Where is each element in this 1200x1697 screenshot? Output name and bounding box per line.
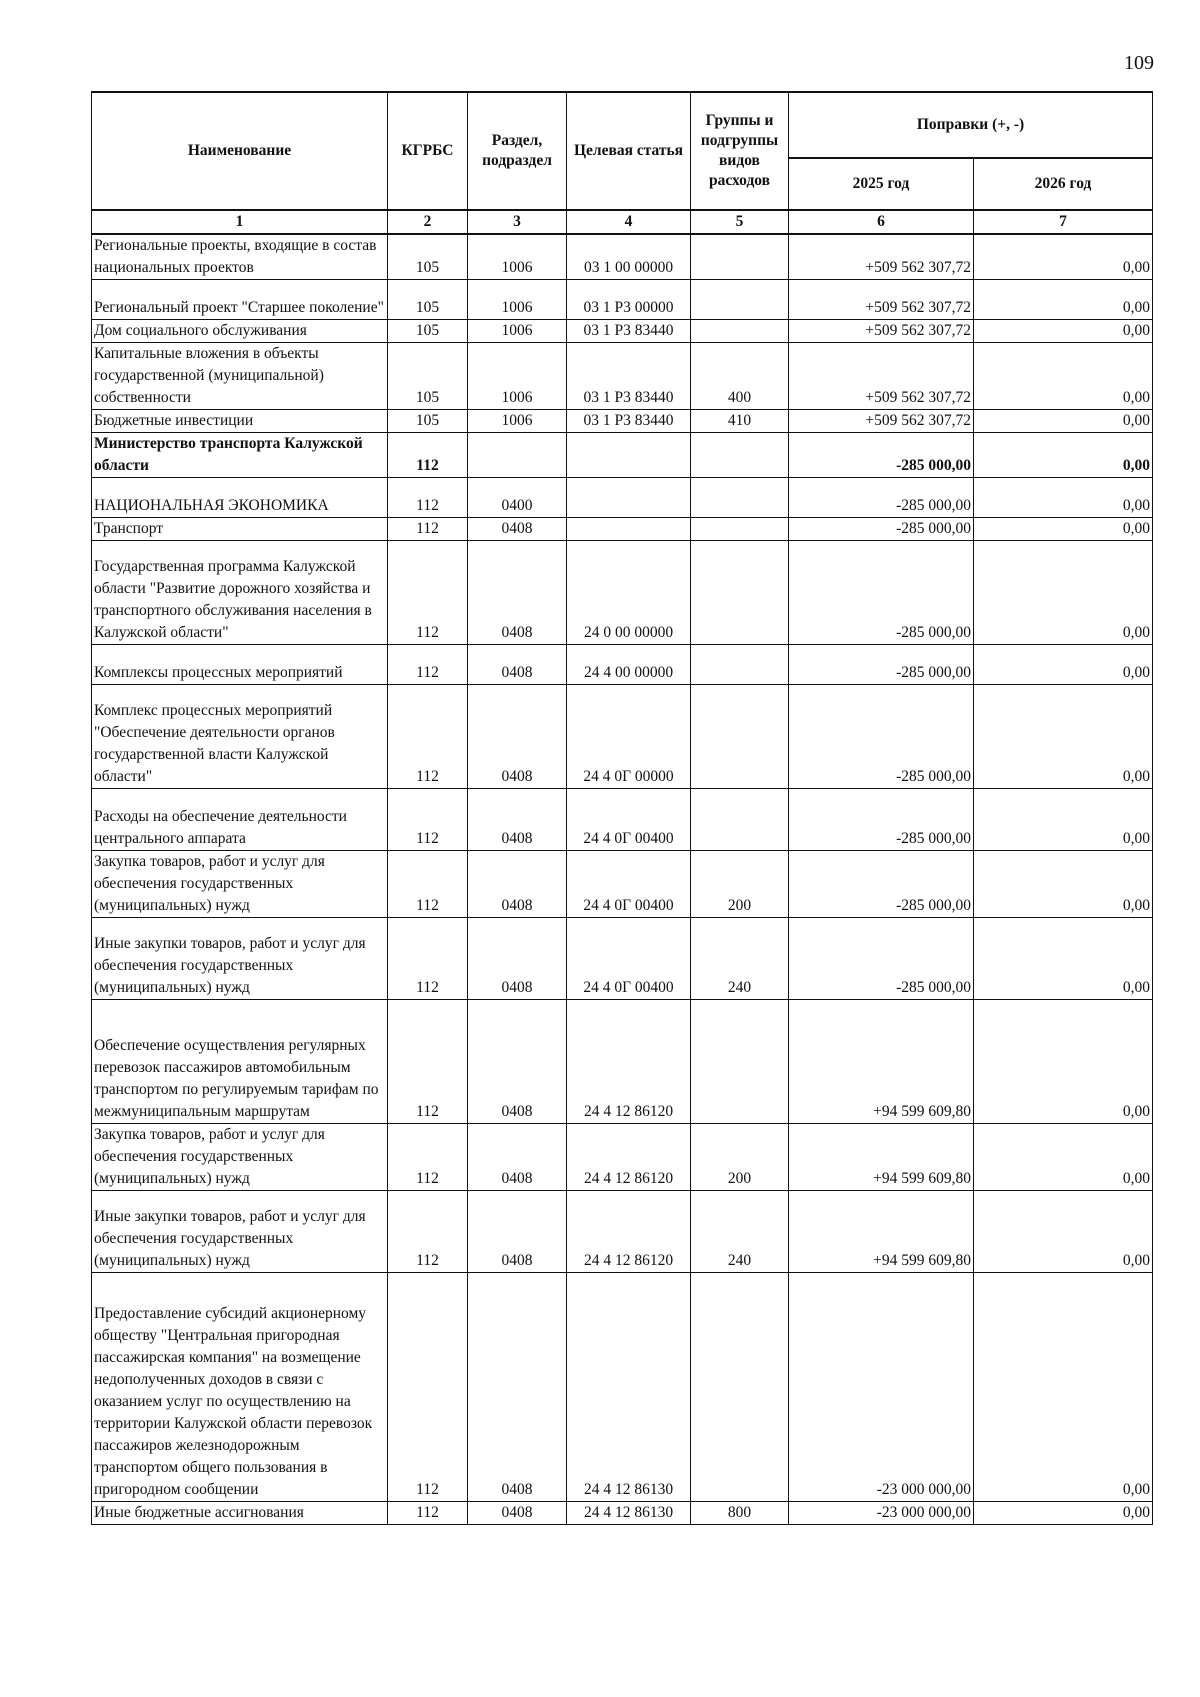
row-name: Комплексы процессных мероприятий	[92, 645, 388, 685]
row-article: 03 1 Р3 83440	[567, 410, 691, 433]
row-name: Комплекс процессных мероприятий "Обеспечение деятельности органов государственной власти Калужской области"	[92, 685, 388, 789]
row-value-2026: 0,00	[974, 478, 1153, 518]
row-kgrbs: 112	[388, 789, 468, 851]
header-section: Раздел, подраздел	[468, 92, 567, 210]
row-name: Транспорт	[92, 518, 388, 541]
table-row	[92, 518, 1153, 541]
row-article: 24 4 12 86120	[567, 1124, 691, 1191]
row-section: 1006	[468, 234, 567, 280]
column-number: 2	[388, 210, 468, 234]
row-group	[691, 1000, 789, 1124]
row-value-2026: 0,00	[974, 433, 1153, 478]
table-row	[92, 280, 1153, 320]
column-number: 6	[789, 210, 974, 234]
row-name: Обеспечение осуществления регулярных перевозок пассажиров автомобильным транспортом по регулируемым тарифам по межмуниципальным маршрутам	[92, 1000, 388, 1124]
row-name: Иные закупки товаров, работ и услуг для обеспечения государственных (муниципальных) нужд	[92, 1191, 388, 1273]
row-kgrbs: 112	[388, 1191, 468, 1273]
row-value-2025: +94 599 609,80	[789, 1000, 974, 1124]
row-name: Бюджетные инвестиции	[92, 410, 388, 433]
column-number: 7	[974, 210, 1153, 234]
row-name: Закупка товаров, работ и услуг для обеспечения государственных (муниципальных) нужд	[92, 1124, 388, 1191]
row-article: 24 4 00 00000	[567, 645, 691, 685]
table-row	[92, 541, 1153, 645]
row-value-2025: -285 000,00	[789, 685, 974, 789]
row-value-2025: -285 000,00	[789, 541, 974, 645]
row-value-2026: 0,00	[974, 1502, 1153, 1525]
table-row	[92, 1124, 1153, 1191]
row-kgrbs: 112	[388, 685, 468, 789]
row-name: Иные закупки товаров, работ и услуг для обеспечения государственных (муниципальных) нужд	[92, 918, 388, 1000]
table-row	[92, 685, 1153, 789]
row-value-2026: 0,00	[974, 518, 1153, 541]
row-article: 24 4 12 86130	[567, 1502, 691, 1525]
header-amendments: Поправки (+, -)	[789, 92, 1153, 158]
table-row	[92, 1273, 1153, 1502]
page-number: 109	[1124, 52, 1154, 74]
row-value-2026: 0,00	[974, 645, 1153, 685]
row-section: 0408	[468, 1191, 567, 1273]
header-article: Целевая статья	[567, 92, 691, 210]
row-group	[691, 645, 789, 685]
row-name: Расходы на обеспечение деятельности центрального аппарата	[92, 789, 388, 851]
row-kgrbs: 105	[388, 280, 468, 320]
budget-amendments-table	[91, 91, 1153, 1525]
table-row	[92, 851, 1153, 918]
header-name: Наименование	[92, 92, 388, 210]
row-kgrbs: 112	[388, 541, 468, 645]
row-section: 0408	[468, 685, 567, 789]
row-group: 200	[691, 1124, 789, 1191]
row-value-2025: -285 000,00	[789, 789, 974, 851]
row-group	[691, 541, 789, 645]
row-name: Капитальные вложения в объекты государственной (муниципальной) собственности	[92, 343, 388, 410]
row-kgrbs: 105	[388, 410, 468, 433]
row-article: 24 4 0Г 00400	[567, 851, 691, 918]
row-group: 240	[691, 918, 789, 1000]
row-value-2025: +509 562 307,72	[789, 234, 974, 280]
row-group	[691, 789, 789, 851]
table-row	[92, 1000, 1153, 1124]
row-group: 400	[691, 343, 789, 410]
row-section: 0408	[468, 851, 567, 918]
column-number: 4	[567, 210, 691, 234]
row-kgrbs: 112	[388, 1273, 468, 1502]
row-group	[691, 1273, 789, 1502]
row-value-2025: -285 000,00	[789, 478, 974, 518]
row-name: НАЦИОНАЛЬНАЯ ЭКОНОМИКА	[92, 478, 388, 518]
row-section: 1006	[468, 410, 567, 433]
row-value-2026: 0,00	[974, 410, 1153, 433]
row-name: Закупка товаров, работ и услуг для обеспечения государственных (муниципальных) нужд	[92, 851, 388, 918]
row-kgrbs: 112	[388, 518, 468, 541]
table-row	[92, 918, 1153, 1000]
row-group: 410	[691, 410, 789, 433]
row-group: 240	[691, 1191, 789, 1273]
row-value-2026: 0,00	[974, 851, 1153, 918]
table-row	[92, 478, 1153, 518]
row-section	[468, 433, 567, 478]
row-section: 0408	[468, 918, 567, 1000]
row-value-2026: 0,00	[974, 1000, 1153, 1124]
table-row	[92, 1191, 1153, 1273]
row-group	[691, 518, 789, 541]
row-section: 0408	[468, 1000, 567, 1124]
table-row	[92, 1502, 1153, 1525]
row-kgrbs: 112	[388, 1502, 468, 1525]
row-value-2025: -285 000,00	[789, 433, 974, 478]
row-kgrbs: 112	[388, 645, 468, 685]
row-name: Государственная программа Калужской области "Развитие дорожного хозяйства и транспортного обслуживания населения в Калужской области"	[92, 541, 388, 645]
column-number: 1	[92, 210, 388, 234]
row-group	[691, 280, 789, 320]
row-article: 24 0 00 00000	[567, 541, 691, 645]
row-kgrbs: 112	[388, 851, 468, 918]
row-kgrbs: 112	[388, 478, 468, 518]
row-section: 1006	[468, 280, 567, 320]
row-section: 0408	[468, 518, 567, 541]
row-value-2025: +509 562 307,72	[789, 280, 974, 320]
table-row	[92, 645, 1153, 685]
row-group: 200	[691, 851, 789, 918]
row-article: 24 4 12 86120	[567, 1191, 691, 1273]
row-name: Региональные проекты, входящие в состав национальных проектов	[92, 234, 388, 280]
column-number: 3	[468, 210, 567, 234]
row-value-2025: -285 000,00	[789, 645, 974, 685]
row-value-2026: 0,00	[974, 343, 1153, 410]
row-section: 0408	[468, 1124, 567, 1191]
row-group	[691, 320, 789, 343]
row-value-2026: 0,00	[974, 1124, 1153, 1191]
row-kgrbs: 112	[388, 1124, 468, 1191]
row-article	[567, 518, 691, 541]
row-group: 800	[691, 1502, 789, 1525]
row-value-2026: 0,00	[974, 320, 1153, 343]
row-article: 24 4 12 86120	[567, 1000, 691, 1124]
header-kgrbs: КГРБС	[388, 92, 468, 210]
row-article: 03 1 Р3 83440	[567, 343, 691, 410]
row-section: 0408	[468, 789, 567, 851]
row-kgrbs: 112	[388, 433, 468, 478]
row-value-2025: -285 000,00	[789, 851, 974, 918]
row-value-2025: +509 562 307,72	[789, 343, 974, 410]
table-row	[92, 234, 1153, 280]
row-value-2026: 0,00	[974, 1191, 1153, 1273]
row-value-2026: 0,00	[974, 541, 1153, 645]
row-group	[691, 685, 789, 789]
row-kgrbs: 105	[388, 343, 468, 410]
header-year-2025: 2025 год	[789, 158, 974, 210]
row-value-2026: 0,00	[974, 234, 1153, 280]
row-name: Министерство транспорта Калужской области	[92, 433, 388, 478]
row-group	[691, 478, 789, 518]
row-value-2025: +94 599 609,80	[789, 1191, 974, 1273]
row-kgrbs: 112	[388, 1000, 468, 1124]
row-value-2025: +509 562 307,72	[789, 320, 974, 343]
row-group	[691, 234, 789, 280]
table-row	[92, 410, 1153, 433]
row-article	[567, 433, 691, 478]
row-kgrbs: 105	[388, 234, 468, 280]
row-value-2026: 0,00	[974, 918, 1153, 1000]
row-section: 1006	[468, 320, 567, 343]
row-value-2026: 0,00	[974, 280, 1153, 320]
row-value-2025: -285 000,00	[789, 918, 974, 1000]
row-value-2025: +94 599 609,80	[789, 1124, 974, 1191]
row-value-2025: +509 562 307,72	[789, 410, 974, 433]
table-body	[92, 234, 1153, 1525]
row-section: 0408	[468, 1273, 567, 1502]
table-row	[92, 789, 1153, 851]
row-article: 24 4 0Г 00000	[567, 685, 691, 789]
row-value-2026: 0,00	[974, 1273, 1153, 1502]
table-row	[92, 343, 1153, 410]
header-year-2026: 2026 год	[974, 158, 1153, 210]
row-kgrbs: 105	[388, 320, 468, 343]
table-row	[92, 433, 1153, 478]
row-section: 0408	[468, 645, 567, 685]
row-value-2025: -23 000 000,00	[789, 1502, 974, 1525]
row-value-2026: 0,00	[974, 685, 1153, 789]
row-value-2025: -285 000,00	[789, 518, 974, 541]
row-section: 0408	[468, 1502, 567, 1525]
row-article: 24 4 12 86130	[567, 1273, 691, 1502]
row-section: 0408	[468, 541, 567, 645]
row-value-2025: -23 000 000,00	[789, 1273, 974, 1502]
row-kgrbs: 112	[388, 918, 468, 1000]
row-article	[567, 478, 691, 518]
row-name: Иные бюджетные ассигнования	[92, 1502, 388, 1525]
row-value-2026: 0,00	[974, 789, 1153, 851]
row-group	[691, 433, 789, 478]
row-article: 03 1 00 00000	[567, 234, 691, 280]
row-article: 24 4 0Г 00400	[567, 789, 691, 851]
header-groups: Группы и подгруппы видов расходов	[691, 92, 789, 210]
row-name: Региональный проект "Старшее поколение"	[92, 280, 388, 320]
row-section: 0400	[468, 478, 567, 518]
row-article: 03 1 Р3 83440	[567, 320, 691, 343]
row-article: 24 4 0Г 00400	[567, 918, 691, 1000]
column-number: 5	[691, 210, 789, 234]
row-section: 1006	[468, 343, 567, 410]
table-row	[92, 320, 1153, 343]
row-name: Предоставление субсидий акционерному обществу "Центральная пригородная пассажирская компания" на возмещение недополученных доходов в связи с оказанием услуг по осуществлению на территории Калужской области перевозок пассажиров железнодорожным транспортом общего пользования в пригородном сообщении	[92, 1273, 388, 1502]
row-article: 03 1 Р3 00000	[567, 280, 691, 320]
row-name: Дом социального обслуживания	[92, 320, 388, 343]
